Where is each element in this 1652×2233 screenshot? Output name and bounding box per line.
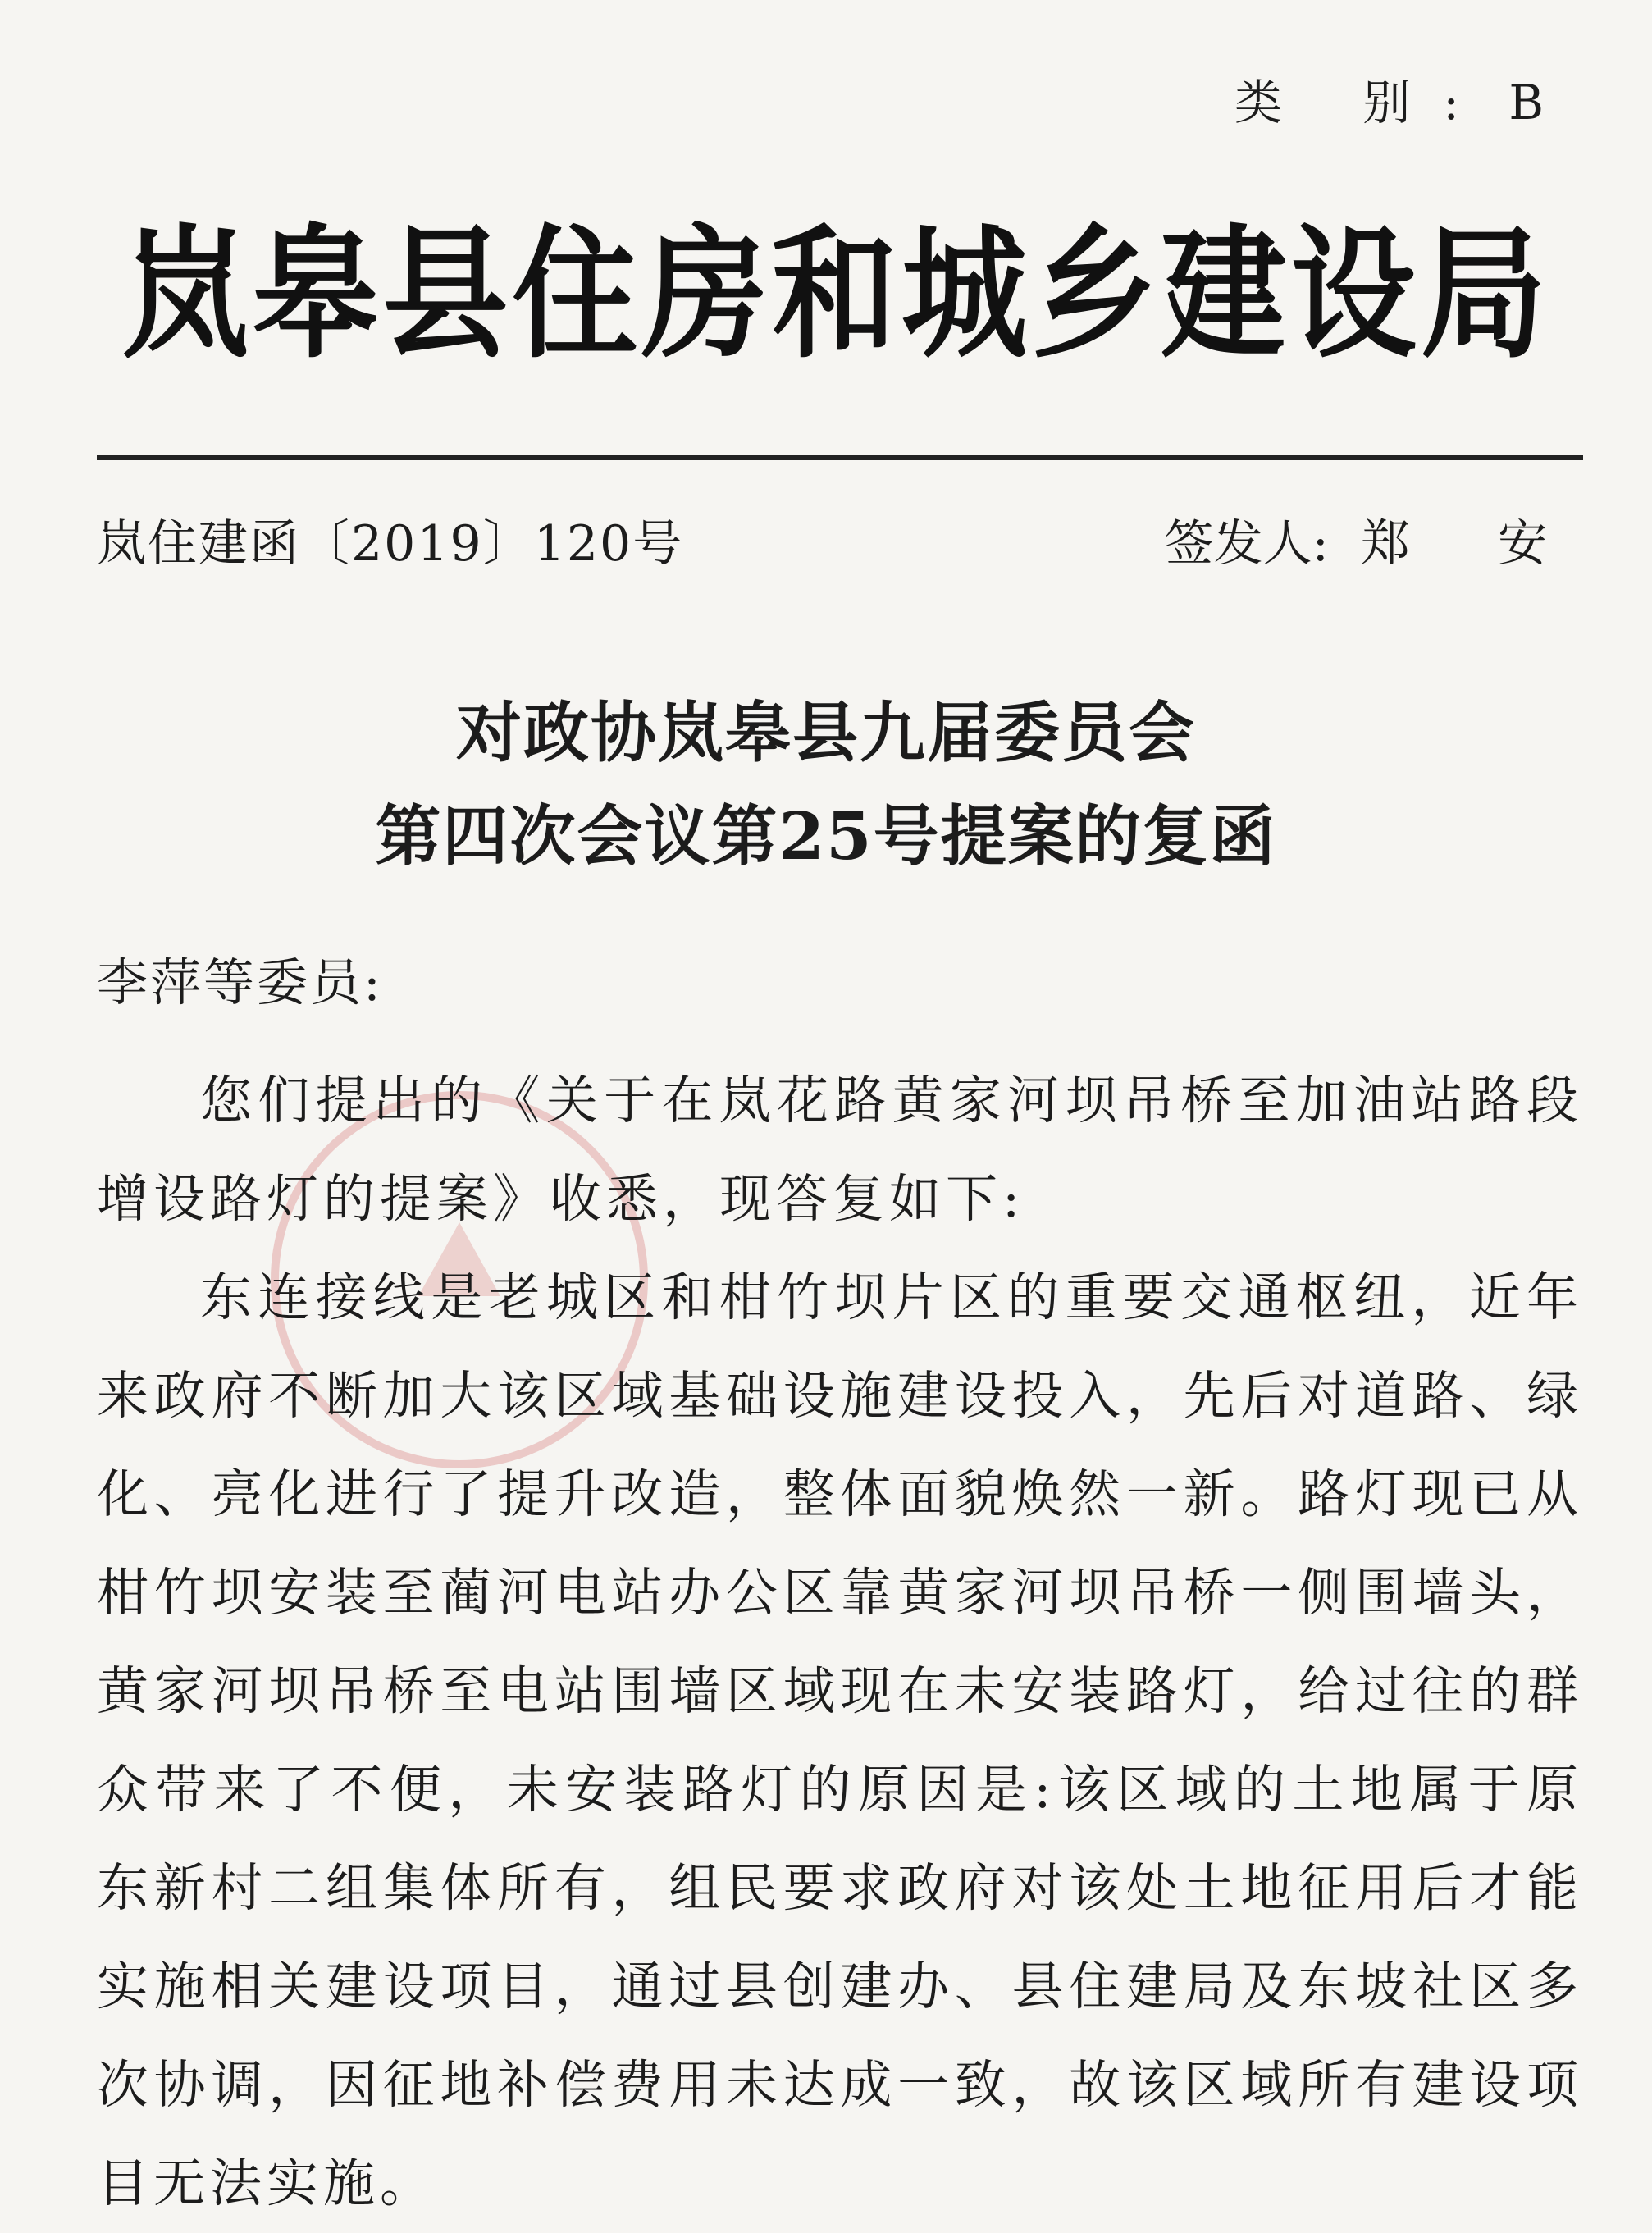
paragraph: 东连接线是老城区和柑竹坝片区的重要交通枢纽，近年来政府不断加大该区域基础设施建设投入，先后对道路、绿化、亮化进行了提升改造，整体面貌焕然一新。路灯现已从柑竹坝安装至蔺河电站办公区靠黄家河坝吊桥一侧围墙头，黄家河坝吊桥至电站围墙区域现在未安装路灯，给过往的群众带来了不便，未安装路灯的原因是:该区域的土地属于原东新村二组集体所有，组民要求政府对该处土地征用后才能实施相关建设项目，通过县创建办、县住建局及东坡社区多次协调，因征地补偿费用未达成一致，故该区域所有建设项目无法实施。: [97, 1267, 1583, 2213]
issuer-line: [1165, 505, 1583, 575]
category-line: [1234, 64, 1545, 133]
document-title-line-2: 第四次会议第25号提案的复函: [375, 797, 1277, 874]
document-number: 岚住建函〔2019〕120号: [97, 515, 684, 573]
document-title-line-1: 对政协岚皋县九届委员会: [456, 694, 1196, 771]
header-divider: [97, 455, 1583, 460]
salutation: 李萍等委员:: [97, 952, 383, 1012]
category-value: B: [1508, 75, 1545, 130]
agency-title: 岚皋县住房和城乡建设局: [123, 212, 1551, 378]
issuer-label: 签发人:: [1164, 515, 1329, 573]
issuer-name: 郑 安: [1360, 515, 1583, 573]
body-text: [97, 1052, 1583, 2233]
category-label: 类 别:: [1234, 75, 1492, 130]
paragraph: 您们提出的《关于在岚花路黄家河坝吊桥至加油站路段增设路灯的提案》收悉，现答复如下:: [97, 1071, 1583, 1229]
